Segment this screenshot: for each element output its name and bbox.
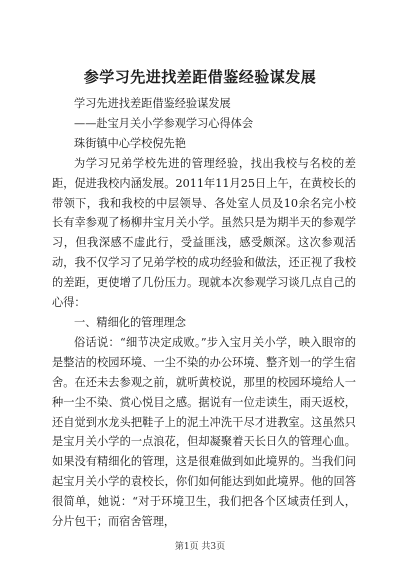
section-heading: 一、精细化的管理理念: [74, 315, 186, 329]
page-footer: 第1页 共3页: [174, 542, 226, 552]
section-paragraph: 俗话说：“细节决定成败。”步入宝月关小学，映入眼帘的是整洁的校园环境、一尘不染的办公环境、整齐划一的学生宿舍。在还未去参观之前，就听黄校说，那里的校园环境给人一种一尘不染、赏心悦目之感。据说有一位走读生，雨天返校，还自觉到水龙头把鞋子上的泥土冲洗干尽才进教室。这虽然只是宝月关小学的一点浪花，但却凝聚着天长日久的管理心血。如果没有精细化的管理，这是很难做到如此境界的。当我们问起宝月关小学的袁校长，你们如何能达到如此境界。他的回答很简单，她说：“对于环境卫生，我们把各个区域责任到人，分片包干；而宿舍管理，: [52, 335, 356, 529]
document-subheading: ——赴宝月关小学参观学习心得体会: [74, 116, 254, 130]
document-subtitle: 学习先进找差距借鉴经验谋发展: [74, 97, 231, 110]
document-title: 参学习先进找差距借鉴经验谋发展: [83, 68, 317, 86]
document-author: 珠街镇中心学校倪先艳: [74, 136, 186, 150]
intro-paragraph: 为学习兄弟学校先进的管理经验，找出我校与名校的差距，促进我校内涵发展。2011年11月25日上午，在黄校长的带领下，我和我校的中层领导、各处室人员及10余名完小校长有幸参观了杨柳井宝月关小学。虽然只是为期半天的参观学习，但我深感不虚此行，受益匪浅，感受颇深。这次参观活动，我不仅学习了兄弟学校的成功经验和做法，还正视了我校的差距，更使增了几份压力。现就本次参观学习谈几点自己的心得：: [52, 156, 356, 310]
document-body: [52, 94, 356, 532]
